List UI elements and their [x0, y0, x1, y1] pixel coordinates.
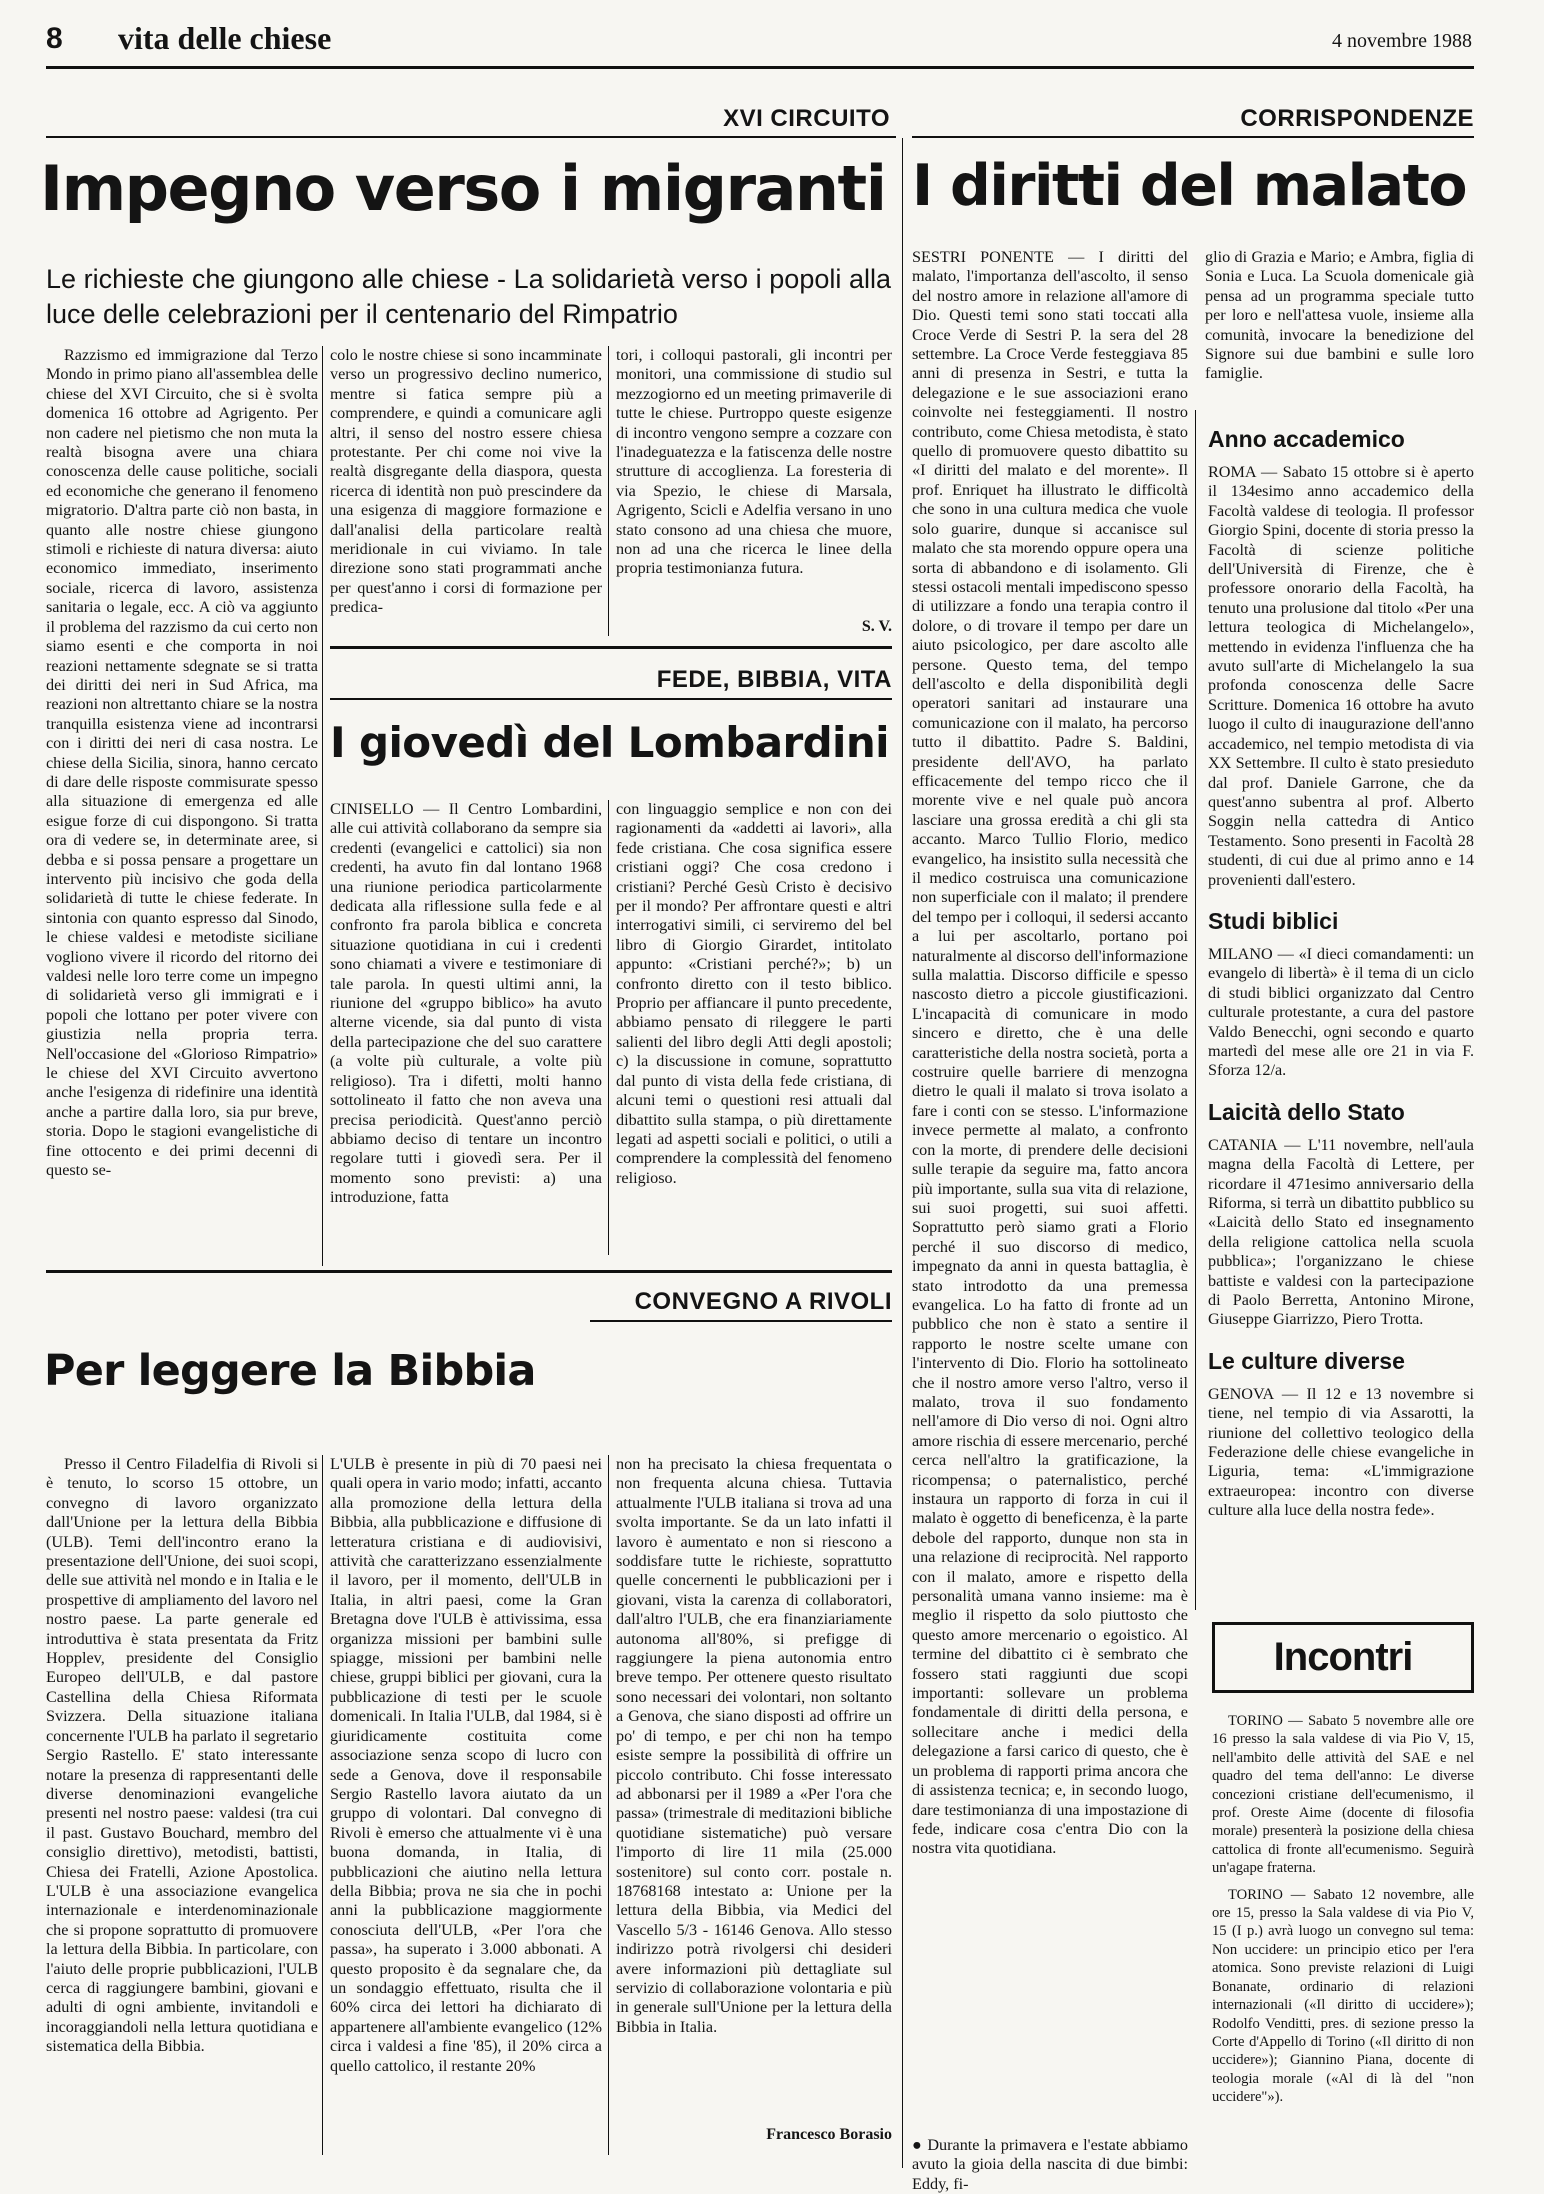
article3-col1-text: Presso il Centro Filadelfia di Rivoli si è tenuto, lo scorso 15 ottobre, un convegno di lavoro organizzato dall'Unione per la lettura della Bibbia (ULB). Temi dell'incontro erano la presentazione dell'Unione, dei suoi scopi, delle sue attività nel mondo e in Italia e le prospettive di ampliamento del lavoro nel nostro paese. La parte generale ed introduttiva è stata presentata da Fritz Hopplev, presidente del Consiglio Europeo dell'ULB, e dal pastore Castellina della Chiesa Riformata Svizzera. Della situazione italiana concernente l'ULB ha parlato il segretario Sergio Rastello. E' stato interessante notare la presenza di rappresentanti delle diverse denominazioni evangeliche presenti nel nostro paese: valdesi (tra cui il past. Gustavo Bouchard, membro del consiglio direttivo), metodisti, battisti, Chiesa dei Fratelli, Azione Apostolica. L'ULB è una associazione evangelica internazionale e interdenominazionale che si propone soprattutto di promuovere la lettura della Bibbia. In particolare, con l'aiuto delle proprie pubblicazioni, l'ULB cerca di raggiungere bambini, giovani e adulti di ogni ambiente, invitandoli e incoraggiandoli nella lettura quotidiana e sistematica della Bibbia. — [46, 1455, 318, 2056]
sidebar-anno — [1208, 463, 1474, 890]
sidebar-culture — [1208, 1385, 1474, 1521]
article1-col2-text: colo le nostre chiese si sono incamminate verso un progressivo declino numerico, mentre si fatica sempre più a comprendere, e quindi a comunicare agli altri, il senso del nostro essere chiesa protestante. Per chi come noi vive la realtà disgregante della diaspora, questa ricerca di identità non può prescindere da una esigenza di maggiore formazione e dall'analisi della particolare realtà meridionale in cui viviamo. In tale direzione sono stati programmati anche per quest'anno i corsi di formazione per predica- — [330, 346, 602, 617]
rule-fede-top — [330, 646, 892, 649]
article1-col1-text: Razzismo ed immigrazione dal Terzo Mondo in primo piano all'assemblea delle chiese del XVI Circuito, che si è svolta domenica 16 ottobre ad Agrigento. Per non cadere nel pietismo che non muta la realtà bisogna avere una chiara conoscenza delle cause politiche, sociali ed economiche che generano il fenomeno migratorio. D'altra parte ciò non basta, in quanto alle nostre chiese giungono stimoli e richieste di natura diversa: aiuto economico immediato, inserimento sociale, ricerca di lavoro, assistenza sanitaria o legale, ecc. A ciò va aggiunto il problema del razzismo da cui certo non siamo esenti e che comporta in noi reazioni nettamente sdegnate se si tratta dei diritti dei neri in Sud Africa, ma reazioni non altrettanto chiare se la nostra tranquilla esistenza viene ad incontrarsi con i diritti dei neri di casa nostra. Le chiese della Sicilia, sinora, hanno cercato di dare delle risposte commisurate spesso alla situazione di emergenza ed alle esigue forze di cui dispongono. Si tratta ora di vedere se, in determinate aree, si debba e si possa pensare a progettare un intervento più incisivo che goda della solidarietà di tutte le chiese federate. In sintonia con quanto espresso dal Sinodo, le chiese valdesi e metodiste siciliane vogliono vivere il ricordo del ritorno dei valdesi nelle loro terre come un impegno di solidarietà verso gli immigrati e i popoli che lottano per poter vivere con giustizia nella propria terra. Nell'occasione del «Glorioso Rimpatrio» le chiese del XVI Circuito avvertono anche l'esigenza di ridefinire una identità anche a partire dalla loro, sia pur breve, storia. Dopo le stagioni evangelistiche di fine ottocento e dei primi decenni di questo se- — [46, 346, 318, 1180]
divider-a1-c1 — [322, 346, 323, 1266]
incontri-item-1: TORINO — Sabato 5 novembre alle ore 16 presso la sala valdese di via Pio V, 15, nell'ambito delle attività del SAE e nel quadro del tema dell'anno: Le diverse concezioni cristiane dell'ecumenismo, il prof. Oreste Aime (docente di filosofia morale) presenterà la posizione della chiesa cattolica di fronte all'ecumenismo. Seguirà un'agape fraterna. — [1212, 1713, 1474, 1877]
headline-malato: I diritti del malato — [912, 153, 1467, 219]
kicker-circuito: XVI CIRCUITO — [723, 105, 890, 132]
rule-fede-bottom — [330, 698, 892, 700]
divider-a3-c2 — [608, 1455, 609, 2155]
article3-col3-text: non ha precisato la chiesa frequentata o non frequenta alcuna chiesa. Tuttavia attualmente l'ULB italiana si trova ad una svolta importante. Se da un lato infatti il lavoro è aumentato e non si riescono a soddisfare tutte le richieste, soprattutto quelle concernenti le pubblicazioni per i giovani, vista la carenza di collaboratori, dall'altro l'ULB, che era finanziariamente autonoma all'80%, si prefigge di raggiungere la piena autonomia entro breve tempo. Per ottenere questo risultato sono necessari dei volontari, non soltanto a Genova, che siano disposti ad offrire un po' di tempo, e per chi non ha tempo esiste sempre la possibilità di offrire un piccolo contributo. Chi fosse interessato ad abbonarsi per il 1989 a «Per l'ora che passa» (trimestrale di meditazioni bibliche quotidiane sistematiche) può versare l'importo di lire 11 mila (25.000 sostenitore) sul conto corr. postale n. 18768168 intestato a: Unione per la lettura della Bibbia, via Medici del Vascello 5/3 - 16146 Genova. Allo stesso indirizzo potrà rivolgersi chi desideri avere informazioni più dettagliate sul servizio di collaborazione volontaria e più in generale sull'Unione per la lettura della Bibbia in Italia. — [616, 1455, 892, 2036]
kicker-rule-right — [912, 136, 1474, 138]
article4-col1-end-text: ● Durante la primavera e l'estate abbiamo avuto la gioia della nascita di due bimbi: Eddy, fi- — [912, 2136, 1188, 2193]
sidebar-laicita — [1208, 1136, 1474, 1330]
sidebar-culture-text: GENOVA — Il 12 e 13 novembre si tiene, nel tempio di via Assarotti, la riunione del collettivo teologico della Federazione delle chiese evangeliche in Liguria, tema: «L'immigrazione extraeuropea: incontro con diverse culture alla luce della nostra fede». — [1208, 1384, 1474, 1520]
sidebar-studi — [1208, 945, 1474, 1081]
headline-migranti: Impegno verso i migranti — [40, 152, 886, 225]
article1-col1 — [46, 346, 318, 1266]
article3-signature: Francesco Borasio — [766, 2126, 892, 2143]
sidebar-anno-text: ROMA — Sabato 15 ottobre si è aperto il 134esimo anno accademico della Facoltà valdese di teologia. Il professor Giorgio Spini, docente di storia presso la Facoltà di scienze politiche dell'Università di Firenze, che è professore onorario della Facoltà, ha tenuto una prolusione dal titolo «Per una lettura teologica di Michelangelo», mettendo in evidenza l'influenza che ha avuto sull'arte di Michelangelo la sua profonda conoscenza delle Sacre Scritture. Domenica 16 ottobre ha avuto luogo il culto di inaugurazione dell'anno accademico, nel tempio metodista di via XX Settembre. Il culto è stato presieduto dal prof. Daniele Garrone, che da quest'anno subentra al prof. Alberto Soggin nella cattedra di Antico Testamento. Sono presenti in Facoltà 28 studenti, di cui due al primo anno e 14 provenienti dall'estero. — [1208, 463, 1474, 889]
kicker-corrispondenze: CORRISPONDENZE — [1240, 105, 1474, 132]
incontri-heading: Incontri — [1212, 1622, 1474, 1693]
article3-col2-text: L'ULB è presente in più di 70 paesi nei quali opera in vario modo; infatti, accanto alla promozione della lettura della Bibbia, alla pubblicazione e diffusione di letteratura cristiana e di audiovisivi, attività che caratterizzano essenzialmente il lavoro, per il momento, dell'ULB in Italia, in altri paesi, come la Gran Bretagna dove l'ULB è attivissima, essa organizza missioni per bambini sulle spiagge, missioni per bambini nelle chiese, gruppi biblici per giovani, cura la pubblicazione di testi per le scuole domenicali. In Italia l'ULB, dal 1984, si è giuridicamente costituita come associazione senza scopo di lucro con sede a Genova, dove il responsabile Sergio Rastello lavora aiutato da un gruppo di volontari. Dal convegno di Rivoli è emerso che attualmente vi è una buona domanda, in Italia, di pubblicazioni che aiutino nella lettura della Bibbia; prova ne sia che in pochi anni la pubblicazione maggiormente conosciuta dell'ULB, «Per l'ora che passa», ha superato i 3.000 abbonati. A questo proposito è da segnalare che, da un sondaggio effettuato, risulta che il 60% circa dei lettori ha dichiarato di appartenere all'ambiente evangelico (12% circa i valdesi a fine '85), il 20% circa a quello cattolico, il restante 20% — [330, 1455, 602, 2075]
article1-col3-text: tori, i colloqui pastorali, gli incontri per monitori, una commissione di studio sul mezzogiorno ed un meeting primaverile di tutte le chiese. Purtroppo queste esigenze di incontro vengono sempre a cozzare con l'inadeguatezza e la fatiscenza delle nostre strutture di accoglienza. La foresteria di via Spezio, le chiese di Marsala, Agrigento, Scicli e Adelfia versano in uno stato consono ad una chiesa che muore, non ad una che ricerca le linee della propria testimonianza futura. — [616, 346, 892, 578]
sidebar — [1208, 408, 1474, 1521]
headline-bibbia: Per leggere la Bibbia — [44, 1346, 536, 1396]
page-number: 8 — [46, 22, 63, 55]
incontri-item-2: TORINO — Sabato 12 novembre, alle ore 15, presso la Sala valdese di via Pio V, 15 (I p.) avrà luogo un convegno sul tema: Non uccidere: un principio etico per l'era atomica. Sono previste relazioni di Luigi Bonanate, ordinario di relazioni internazionali («Il diritto di uccidere»); Rodolfo Venditti, pres. di sezione presso la Corte d'Appello di Torino («Il diritto di non uccidere»); Giannino Piana, docente di teologia morale («Al di là del "non uccidere"»). — [1212, 1886, 1474, 2106]
sidebar-studi-text: MILANO — «I dieci comandamenti: un evangelo di libertà» è il tema di un ciclo di studi biblici organizzato dal Centro culturale protestante, a cura del pastore Valdo Benecchi, ogni secondo e quarto martedì del mese alle ore 21 in via F. Sforza 12/a. — [1208, 944, 1474, 1080]
divider-right-sidebar — [1195, 410, 1196, 1610]
article2-col2-text: con linguaggio semplice e non con dei ragionamenti da «addetti ai lavori», alla fede cristiana. Che cosa significa essere cristiani oggi? Che cosa credono i cristiani? Perché Gesù Cristo è decisivo per il mondo? Per affrontare questi e altri interrogativi simili, ci serviremo del bel libro di Giorgio Girardet, intitolato appunto: «Cristiani perché?»; b) un confronto diretto con il testo biblico. Proprio per affiancare il punto precedente, abbiamo pensato di rileggere le parti salienti del libro degli Atti degli apostoli; c) la discussione in comune, soprattutto dal punto di vista della fede cristiana, di alcuni temi o questioni resi attuali dal dibattito sulla stampa, o più direttamente legati ad aspetti sociali e politici, o utili a comprendere la complessità del fenomeno religioso. — [616, 800, 892, 1187]
divider-a2 — [608, 800, 609, 1255]
divider-main-right — [902, 138, 903, 2168]
header-rule — [46, 66, 1474, 69]
sidebar-studi-title: Studi biblici — [1208, 907, 1339, 934]
article4-col2-text: glio di Grazia e Mario; e Ambra, figlia di Sonia e Luca. La Scuola domenicale già pensa ad un programma speciale tutto per loro e nell'attesa vuole, insieme alla comunità, invocare la benedizione del Signore sui due bambini e sulle loro famiglie. — [1205, 248, 1474, 383]
article4-col1-end — [912, 2136, 1188, 2193]
divider-a1-c2 — [608, 346, 609, 636]
article4-col2 — [1205, 248, 1474, 408]
article3-col1 — [46, 1455, 318, 2155]
sidebar-culture-title: Le culture diverse — [1208, 1347, 1405, 1374]
article4-col1-text: SESTRI PONENTE — I diritti del malato, l'importanza dell'ascolto, il senso del nostro amore in relazione all'amore di Dio. Questi temi sono stati toccati alla Croce Verde di Sestri P. la sera del 28 settembre. La Croce Verde festeggiava 85 anni di presenza in Sestri, e tutta la delegazione e le sue associazioni erano coinvolte nei festeggiamenti. Il nostro contributo, come Chiesa metodista, è stato quello di promuovere questo dibattito su «I diritti del malato e del morente». Il prof. Enriquet ha illustrato le difficoltà che sono in una cultura medica che vuole solo guarire, dunque si accanisce sul malato che sta morendo oppure opera una sorta di abbandono e di isolamento. Gli stessi ostacoli mentali impediscono spesso di utilizzare a fondo una terapia contro il dolore, o di trovare il tempo per dare un aiuto psicologico, per dare ascolto alle persone. Questo tema, del tempo dell'ascolto e della disponibilità degli operatori sanitari ad instaurare una comunicazione con il malato, ha percorso tutto il dibattito. Padre S. Baldini, presidente dell'AVO, ha parlato efficacemente del tempo ricco che il morente vive e nel quale può ancora lasciare una grossa eredità a chi gli sta accanto. Marco Tullio Florio, medico evangelico, ha insistito sulla necessità che il medico costruisca una comunicazione non superficiale con il malato; il prendere del tempo per i colloqui, il sedersi accanto a lui per ascoltarlo, portano poi naturalmente al discorso dell'informazione sulla malattia. Discorso difficile e spesso nascosto dietro a piccole giustificazioni. L'incapacità di comunicare in modo sincero e diretto, che è una delle caratteristiche della nostra società, porta a costruire quelle barriere di menzogna dietro le quali il malato si trova isolato a fare i conti con se stesso. L'informazione invece permette al malato, a confronto con la morte, di prendere delle decisioni sulle terapie da seguire ma, fatto ancora più importante, sulla sua vita di relazione, sui suoi progetti, sui suoi affetti. Soprattutto però siamo grati a Florio perché il suo discorso di medico, impegnato da anni in questa battaglia, è stato introdotto da una premessa evangelica. Lo ha fatto di fronte ad un pubblico che non è stato a sentire il rapporto le nostre scelte umane con l'intervento di Dio. Florio ha sottolineato che il nostro amore verso l'altro, verso il malato, trova il suo fondamento nell'amore di Dio verso di noi. Ogni altro amore rischia di essere mercenario, perché cerca nell'altro la gratificazione, la ricompensa; o paternalistico, perché instaura un rapporto di forza in cui il malato è oggetto di beneficenza, è la parte debole del rapporto, dunque non sta in una relazione di reciprocità. Nel rapporto con il malato, amore e rispetto della personalità umana vanno insieme: ma è meglio il rispetto da solo piuttosto che questo amore mercenario o egoistico. Al termine del dibattito ci è sembrato che fossero stati raggiunti due scopi importanti: sollevare un problema fondamentale di diritti della persona, e sollecitare anche i medici della delegazione a farsi carico di questo, che è un problema di rapporti prima ancora che di assistenza tecnica; e, in secondo luogo, dare testimonianza di una impostazione di fede, indicare cosa c'entra Dio con la nostra vita quotidiana. — [912, 248, 1188, 1858]
section-masthead: vita delle chiese — [118, 20, 332, 56]
article1-col2 — [330, 346, 602, 636]
headline-lombardini: I giovedì del Lombardini — [330, 718, 889, 767]
article3-col2 — [330, 1455, 602, 2155]
sidebar-laicita-title: Laicità dello Stato — [1208, 1098, 1405, 1125]
divider-a3-c1 — [322, 1455, 323, 2155]
rule-convegno-top — [46, 1270, 892, 1273]
sidebar-anno-title: Anno accademico — [1208, 426, 1405, 452]
kicker-convegno: CONVEGNO A RIVOLI — [634, 1288, 892, 1315]
rule-convegno-bottom — [590, 1320, 892, 1322]
article2-col2 — [616, 800, 892, 1255]
article1-signature: S. V. — [861, 618, 892, 635]
article1-col3 — [616, 346, 892, 616]
standfirst-migranti: Le richieste che giungono alle chiese - La solidarietà verso i popoli alla luce delle celebrazioni per il centenario del Rimpatrio — [46, 264, 891, 330]
article2-col1-text: CINISELLO — Il Centro Lombardini, alle cui attività collaborano da sempre sia credenti (evangelici e cattolici) sia non credenti, ha avuto fin dal lontano 1968 una riunione periodica particolarmente dedicata alla riflessione sulla fede e al confronto fra parola biblica e concreta situazione quotidiana in cui i credenti sono chiamati a vivere e testimoniare di tale parola. In questi ultimi anni, la riunione del «gruppo biblico» ha avuto alterne vicende, sia dal punto di vista della partecipazione che del suo carattere (a volte più culturale, a volte più religioso). Tra i difetti, molti hanno sottolineato il fatto che non aveva una precisa periodicità. Quest'anno perciò abbiamo deciso di tentare un incontro regolare tutti i giovedì sera. Per il momento sono previsti: a) una introduzione, fatta — [330, 800, 602, 1207]
article4-col1 — [912, 248, 1188, 2133]
kicker-fede: FEDE, BIBBIA, VITA — [656, 666, 892, 693]
issue-date: 4 novembre 1988 — [1332, 30, 1472, 52]
kicker-rule-left — [46, 136, 896, 138]
incontri-body — [1212, 1712, 1474, 2172]
article2-col1 — [330, 800, 602, 1255]
sidebar-laicita-text: CATANIA — L'11 novembre, nell'aula magna della Facoltà di Lettere, per ricordare il 471esimo anniversario della Riforma, si terrà un dibattito pubblico su «Laicità dello Stato ed insegnamento della religione cattolica nella scuola pubblica»; l'organizzano le chiese battiste e valdesi con la partecipazione di Paolo Berretta, Antonino Mirone, Giuseppe Giarrizzo, Piero Trotta. — [1208, 1135, 1474, 1329]
article3-col3 — [616, 1455, 892, 2120]
